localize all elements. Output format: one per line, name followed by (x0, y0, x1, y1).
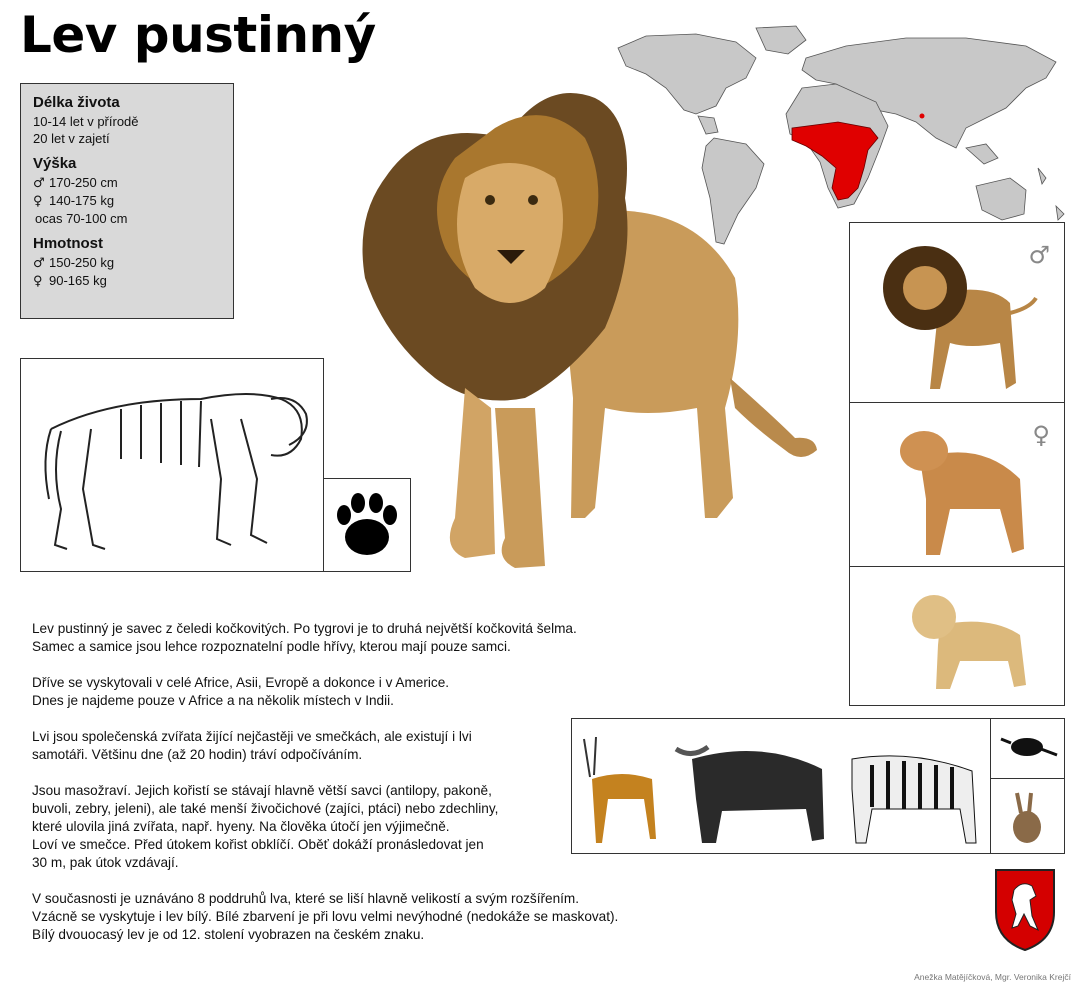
tail-length: ocas 70-100 cm (35, 211, 128, 226)
male-symbol-icon: ♂ (33, 256, 45, 271)
male-lion-panel (849, 222, 1065, 404)
page-title: Lev pustinný (20, 6, 376, 64)
weight-heading: Hmotnost (33, 235, 103, 252)
facts-panel (20, 83, 234, 319)
hare-panel (990, 778, 1065, 854)
credit: Anežka Matějíčková, Mgr. Veronika Krejčí (914, 972, 1071, 982)
buffalo-photo (676, 747, 824, 843)
lifespan-wild: 10-14 let v přírodě (33, 114, 139, 129)
lion-range-india (920, 114, 925, 119)
lifespan-group (33, 94, 221, 147)
female-symbol-icon: ♀ (1032, 421, 1050, 449)
description (32, 620, 692, 962)
paw-print-icon (324, 479, 410, 571)
height-male: 170-250 cm (49, 175, 118, 190)
female-symbol-icon: ♀ (33, 274, 43, 289)
lion-cub-photo (900, 585, 1040, 695)
paragraph-social: Lvi jsou společenská zvířata žijící nejčastěji ve smečkách, ale existují i lvi samotáři. Většinu dne (až 20 hodin) tráví odpočíváním. (32, 729, 472, 762)
height-female: 140-175 kg (49, 193, 115, 208)
female-symbol-icon: ♀ (33, 194, 43, 209)
weight-female: 90-165 kg (49, 273, 107, 288)
czech-coat-of-arms-icon (992, 866, 1058, 954)
paw-print-panel (323, 478, 411, 572)
male-symbol-icon: ♂ (33, 176, 45, 191)
hare-photo (991, 779, 1064, 853)
male-symbol-icon: ♂ (1028, 241, 1050, 269)
male-lion-photo (870, 233, 1050, 398)
weight-male: 150-250 kg (49, 255, 115, 270)
height-group (33, 155, 221, 227)
cub-panel (849, 566, 1065, 706)
lion-skeleton-image (21, 359, 323, 571)
lifespan-heading: Délka života (33, 94, 120, 111)
blackbird-photo (991, 719, 1064, 778)
blackbird-panel (990, 718, 1065, 779)
female-lion-photo (890, 419, 1040, 559)
skeleton-panel (20, 358, 324, 572)
zebra-photo (852, 756, 976, 843)
female-lion-panel (849, 402, 1065, 568)
weight-group (33, 235, 221, 290)
paragraph-distribution: Dříve se vyskytovali v celé Africe, Asii, Evropě a dokonce i v Americe. Dnes je najdeme pouze v Africe a na několik místech v Indii. (32, 675, 450, 708)
male-lion-image (345, 78, 825, 572)
height-heading: Výška (33, 155, 77, 172)
paragraph-diet: Jsou masožraví. Jejich kořistí se stávají hlavně větší savci (antilopy, pakoně, buvoli, zebry, jeleni), ale také menší živočichové (zajíci, ptáci) nebo zdechliny, které ulovila jiná zvířata, např. hyeny. Na člověka útočí jen výjimečně. Loví ve smečce. Před útokem kořist obklíčí. Oběť dokáží pronásledovat jen 30 m, pak útok vzdávají. (32, 783, 499, 870)
paragraph-intro: Lev pustinný je savec z čeledi kočkovitých. Po tygrovi je to druhá největší kočkovitá šelma. Samec a samice jsou lehce rozpoznatelní podle hřívy, kterou mají pouze samci. (32, 621, 577, 654)
paragraph-subspecies: V současnosti je uznáváno 8 poddruhů lva, které se liší hlavně velikostí a svým rozšířením. Vzácně se vyskytuje i lev bílý. Bílé zbarvení je při lovu velmi nevýhodné (nedokáže se maskovat). Bílý dvouocasý lev je od 12. stolení vyobrazen na českém znaku. (32, 891, 619, 942)
lifespan-captivity: 20 let v zajetí (33, 131, 110, 146)
